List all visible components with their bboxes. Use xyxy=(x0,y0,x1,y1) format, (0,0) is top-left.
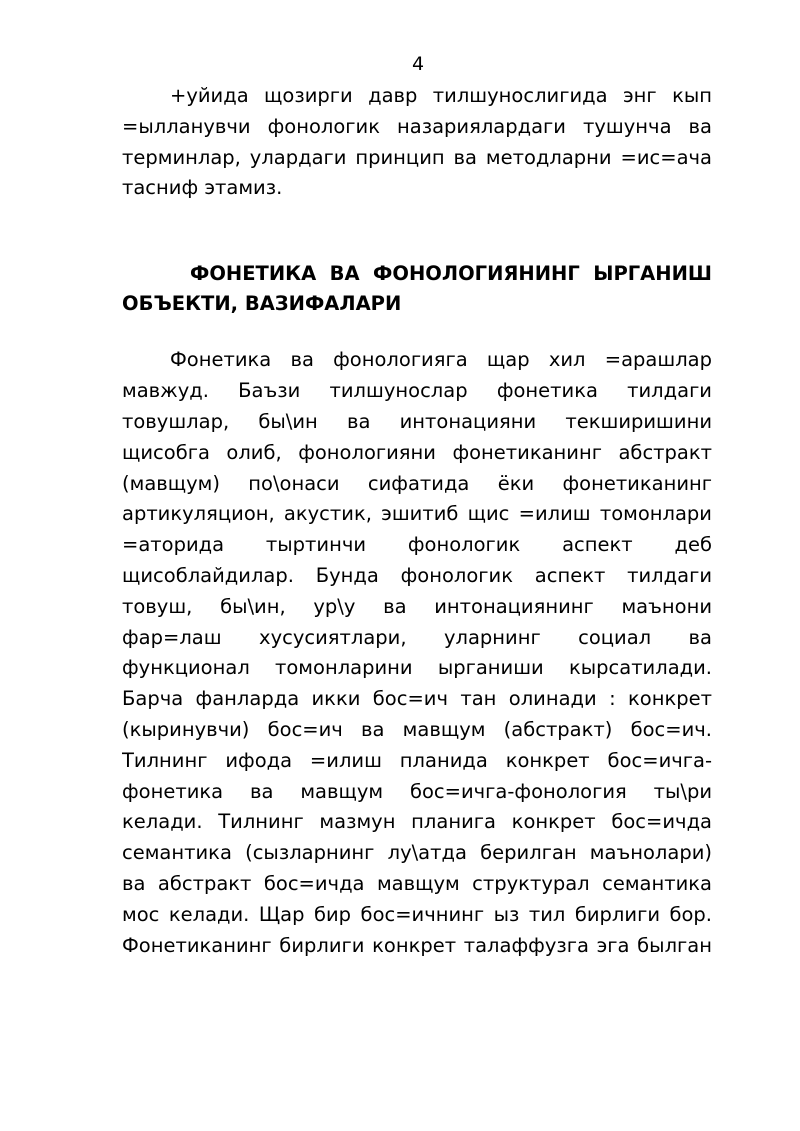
text-line: (кыринувчи) бос=ич ва мавщум (абстракт) бос=ич. xyxy=(122,718,712,741)
text-line: мос келади. Щар бир бос=ичнинг ыз тил бирлиги бор. xyxy=(122,903,712,926)
text-line: товуш, бы\ин, ур\у ва интонациянинг маънони xyxy=(122,595,712,618)
text-line: фонетика ва мавщум бос=ичга-фонология ты\ри xyxy=(122,780,712,803)
page-number: 4 xyxy=(411,53,425,75)
text-line: Фонетика ва фонологияга щар хил =арашлар xyxy=(170,348,712,371)
text-line: артикуляцион, акустик, эшитиб щис =илиш томонлари xyxy=(122,502,712,525)
text-line: (мавщум) по\онаси сифатида ёки фонетиканинг xyxy=(122,472,712,495)
text-line: семантика (сызларнинг лу\атда берилган маънолари) xyxy=(122,841,712,864)
text-line: ва абстракт бос=ичда мавщум структурал семантика xyxy=(122,872,712,895)
heading-line: ОБЪЕКТИ, ВАЗИФАЛАРИ xyxy=(122,292,402,315)
text-line: Фонетиканинг бирлиги конкрет талаффузга эга былган xyxy=(122,934,712,957)
text-line: терминлар, улардаги принцип ва методларни =ис=ача xyxy=(122,146,712,169)
heading-line: ФОНЕТИКА ВА ФОНОЛОГИЯНИНГ ЫРГАНИШ xyxy=(190,262,712,285)
text-line: Тилнинг ифода =илиш планида конкрет бос=ичга- xyxy=(122,749,712,772)
text-line: щисоблайдилар. Бунда фонологик аспект тилдаги xyxy=(122,564,712,587)
text-line: мавжуд. Баъзи тилшунослар фонетика тилдаги xyxy=(122,379,712,402)
text-line: фар=лаш хусусиятлари, уларнинг социал ва xyxy=(122,626,712,649)
text-line: щисобга олиб, фонологияни фонетиканинг абстракт xyxy=(122,441,712,464)
text-line: товушлар, бы\ин ва интонацияни текширишини xyxy=(122,410,712,433)
text-line: +уйида щозирги давр тилшунослигида энг кып xyxy=(170,84,712,107)
text-line: =аторида тыртинчи фонологик аспект деб xyxy=(122,533,712,556)
text-line: тасниф этамиз. xyxy=(122,176,283,199)
text-line: функционал томонларини ырганиши кырсатилади. xyxy=(122,656,712,679)
text-line: Барча фанларда икки бос=ич тан олинади : конкрет xyxy=(122,687,712,710)
text-line: келади. Тилнинг мазмун планига конкрет бос=ичда xyxy=(122,810,712,833)
text-line: =ылланувчи фонологик назариялардаги тушунча ва xyxy=(122,115,712,138)
